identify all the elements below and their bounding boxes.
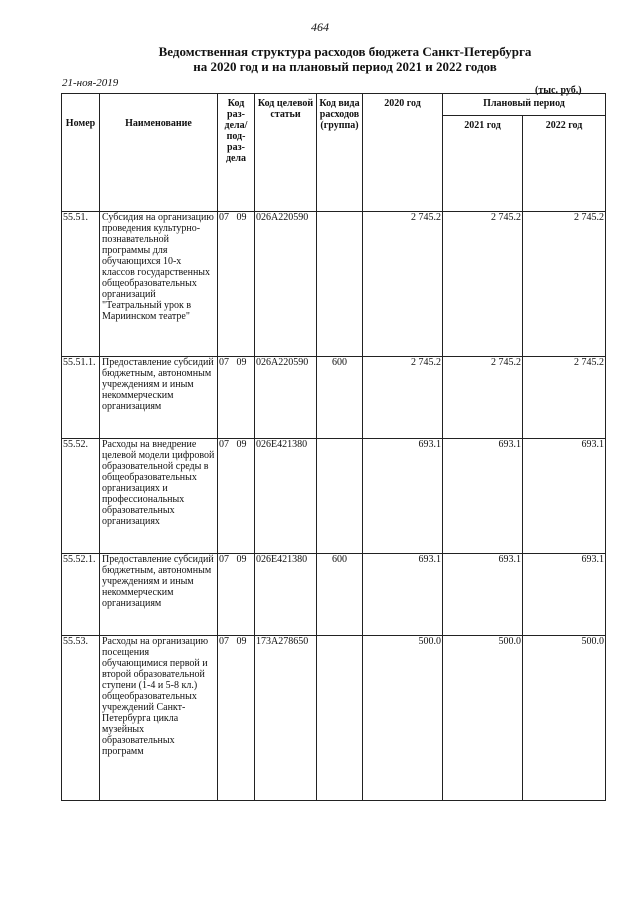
row-number: 55.53.	[62, 636, 100, 801]
row-2022: 500.0	[523, 636, 606, 801]
row-number: 55.52.	[62, 439, 100, 554]
row-2020: 2 745.2	[363, 212, 443, 357]
row-razdel	[218, 357, 255, 439]
row-2022: 693.1	[523, 439, 606, 554]
table-row	[62, 357, 606, 439]
row-number: 55.51.1.	[62, 357, 100, 439]
row-target: 173А278650	[255, 636, 317, 801]
row-2022: 2 745.2	[523, 357, 606, 439]
document-title	[95, 44, 595, 74]
row-2020: 693.1	[363, 439, 443, 554]
row-2020: 693.1	[363, 554, 443, 636]
row-2020: 2 745.2	[363, 357, 443, 439]
row-vid: 600	[317, 554, 363, 636]
razdel-code: 07	[219, 554, 229, 565]
title-line-1: Ведомственная структура расходов бюджета Санкт-Петербурга	[158, 44, 532, 59]
row-name: Субсидия на организацию проведения культурно-познавательной программы для обучающихся 10-х классов государственных общеобразовательных организаций "Театральный урок в Мариинском театре"	[100, 212, 218, 357]
header-2021: 2021 год	[443, 116, 523, 212]
row-name: Расходы на организацию посещения обучающимися первой и второй образовательной ступени (1-4 и 5-8 кл.) общеобразовательных учреждений Санкт-Петербурга цикла музейных образовательных программ	[100, 636, 218, 801]
header-razdel: Код раз-дела/ под-раз-дела	[218, 94, 255, 212]
podrazdel-code: 09	[236, 439, 247, 450]
row-2021: 693.1	[443, 439, 523, 554]
row-target: 026Е421380	[255, 439, 317, 554]
header-2020: 2020 год	[363, 94, 443, 212]
razdel-code: 07	[219, 439, 229, 450]
row-name: Расходы на внедрение целевой модели цифровой образовательной среды в общеобразовательных организациях и профессиональных образовательных организациях	[100, 439, 218, 554]
row-target: 026А220590	[255, 212, 317, 357]
razdel-code: 07	[219, 212, 229, 223]
row-razdel	[218, 554, 255, 636]
row-2020: 500.0	[363, 636, 443, 801]
row-2022: 2 745.2	[523, 212, 606, 357]
row-2021: 500.0	[443, 636, 523, 801]
row-2021: 693.1	[443, 554, 523, 636]
podrazdel-code: 09	[236, 636, 247, 647]
razdel-code: 07	[219, 357, 229, 368]
row-name: Предоставление субсидий бюджетным, автономным учреждениям и иным некоммерческим организациям	[100, 554, 218, 636]
table-row	[62, 212, 606, 357]
row-target: 026Е421380	[255, 554, 317, 636]
header-vid: Код вида расходов (группа)	[317, 94, 363, 212]
row-number: 55.52.1.	[62, 554, 100, 636]
row-number: 55.51.	[62, 212, 100, 357]
row-vid: 600	[317, 357, 363, 439]
podrazdel-code: 09	[236, 212, 247, 223]
budget-table	[61, 93, 606, 801]
page-number: 464	[311, 20, 329, 34]
podrazdel-code: 09	[236, 554, 247, 565]
units-label: (тыс. руб.)	[535, 85, 582, 96]
row-2022: 693.1	[523, 554, 606, 636]
row-razdel	[218, 212, 255, 357]
row-vid	[317, 636, 363, 801]
table-row	[62, 439, 606, 554]
row-2021: 2 745.2	[443, 357, 523, 439]
title-line-2: на 2020 год и на плановый период 2021 и 2022 годов	[193, 59, 497, 74]
podrazdel-code: 09	[236, 357, 247, 368]
row-razdel	[218, 636, 255, 801]
row-vid	[317, 212, 363, 357]
row-razdel	[218, 439, 255, 554]
header-target: Код целевой статьи	[255, 94, 317, 212]
razdel-code: 07	[219, 636, 229, 647]
table-row	[62, 636, 606, 801]
row-2021: 2 745.2	[443, 212, 523, 357]
row-target: 026А220590	[255, 357, 317, 439]
row-vid	[317, 439, 363, 554]
row-name: Предоставление субсидий бюджетным, автономным учреждениям и иным некоммерческим организациям	[100, 357, 218, 439]
header-number: Номер	[62, 94, 100, 212]
header-name: Наименование	[100, 94, 218, 212]
table-row	[62, 554, 606, 636]
header-planned-period: Плановый период	[443, 94, 606, 116]
document-date: 21-ноя-2019	[62, 77, 119, 89]
header-2022: 2022 год	[523, 116, 606, 212]
